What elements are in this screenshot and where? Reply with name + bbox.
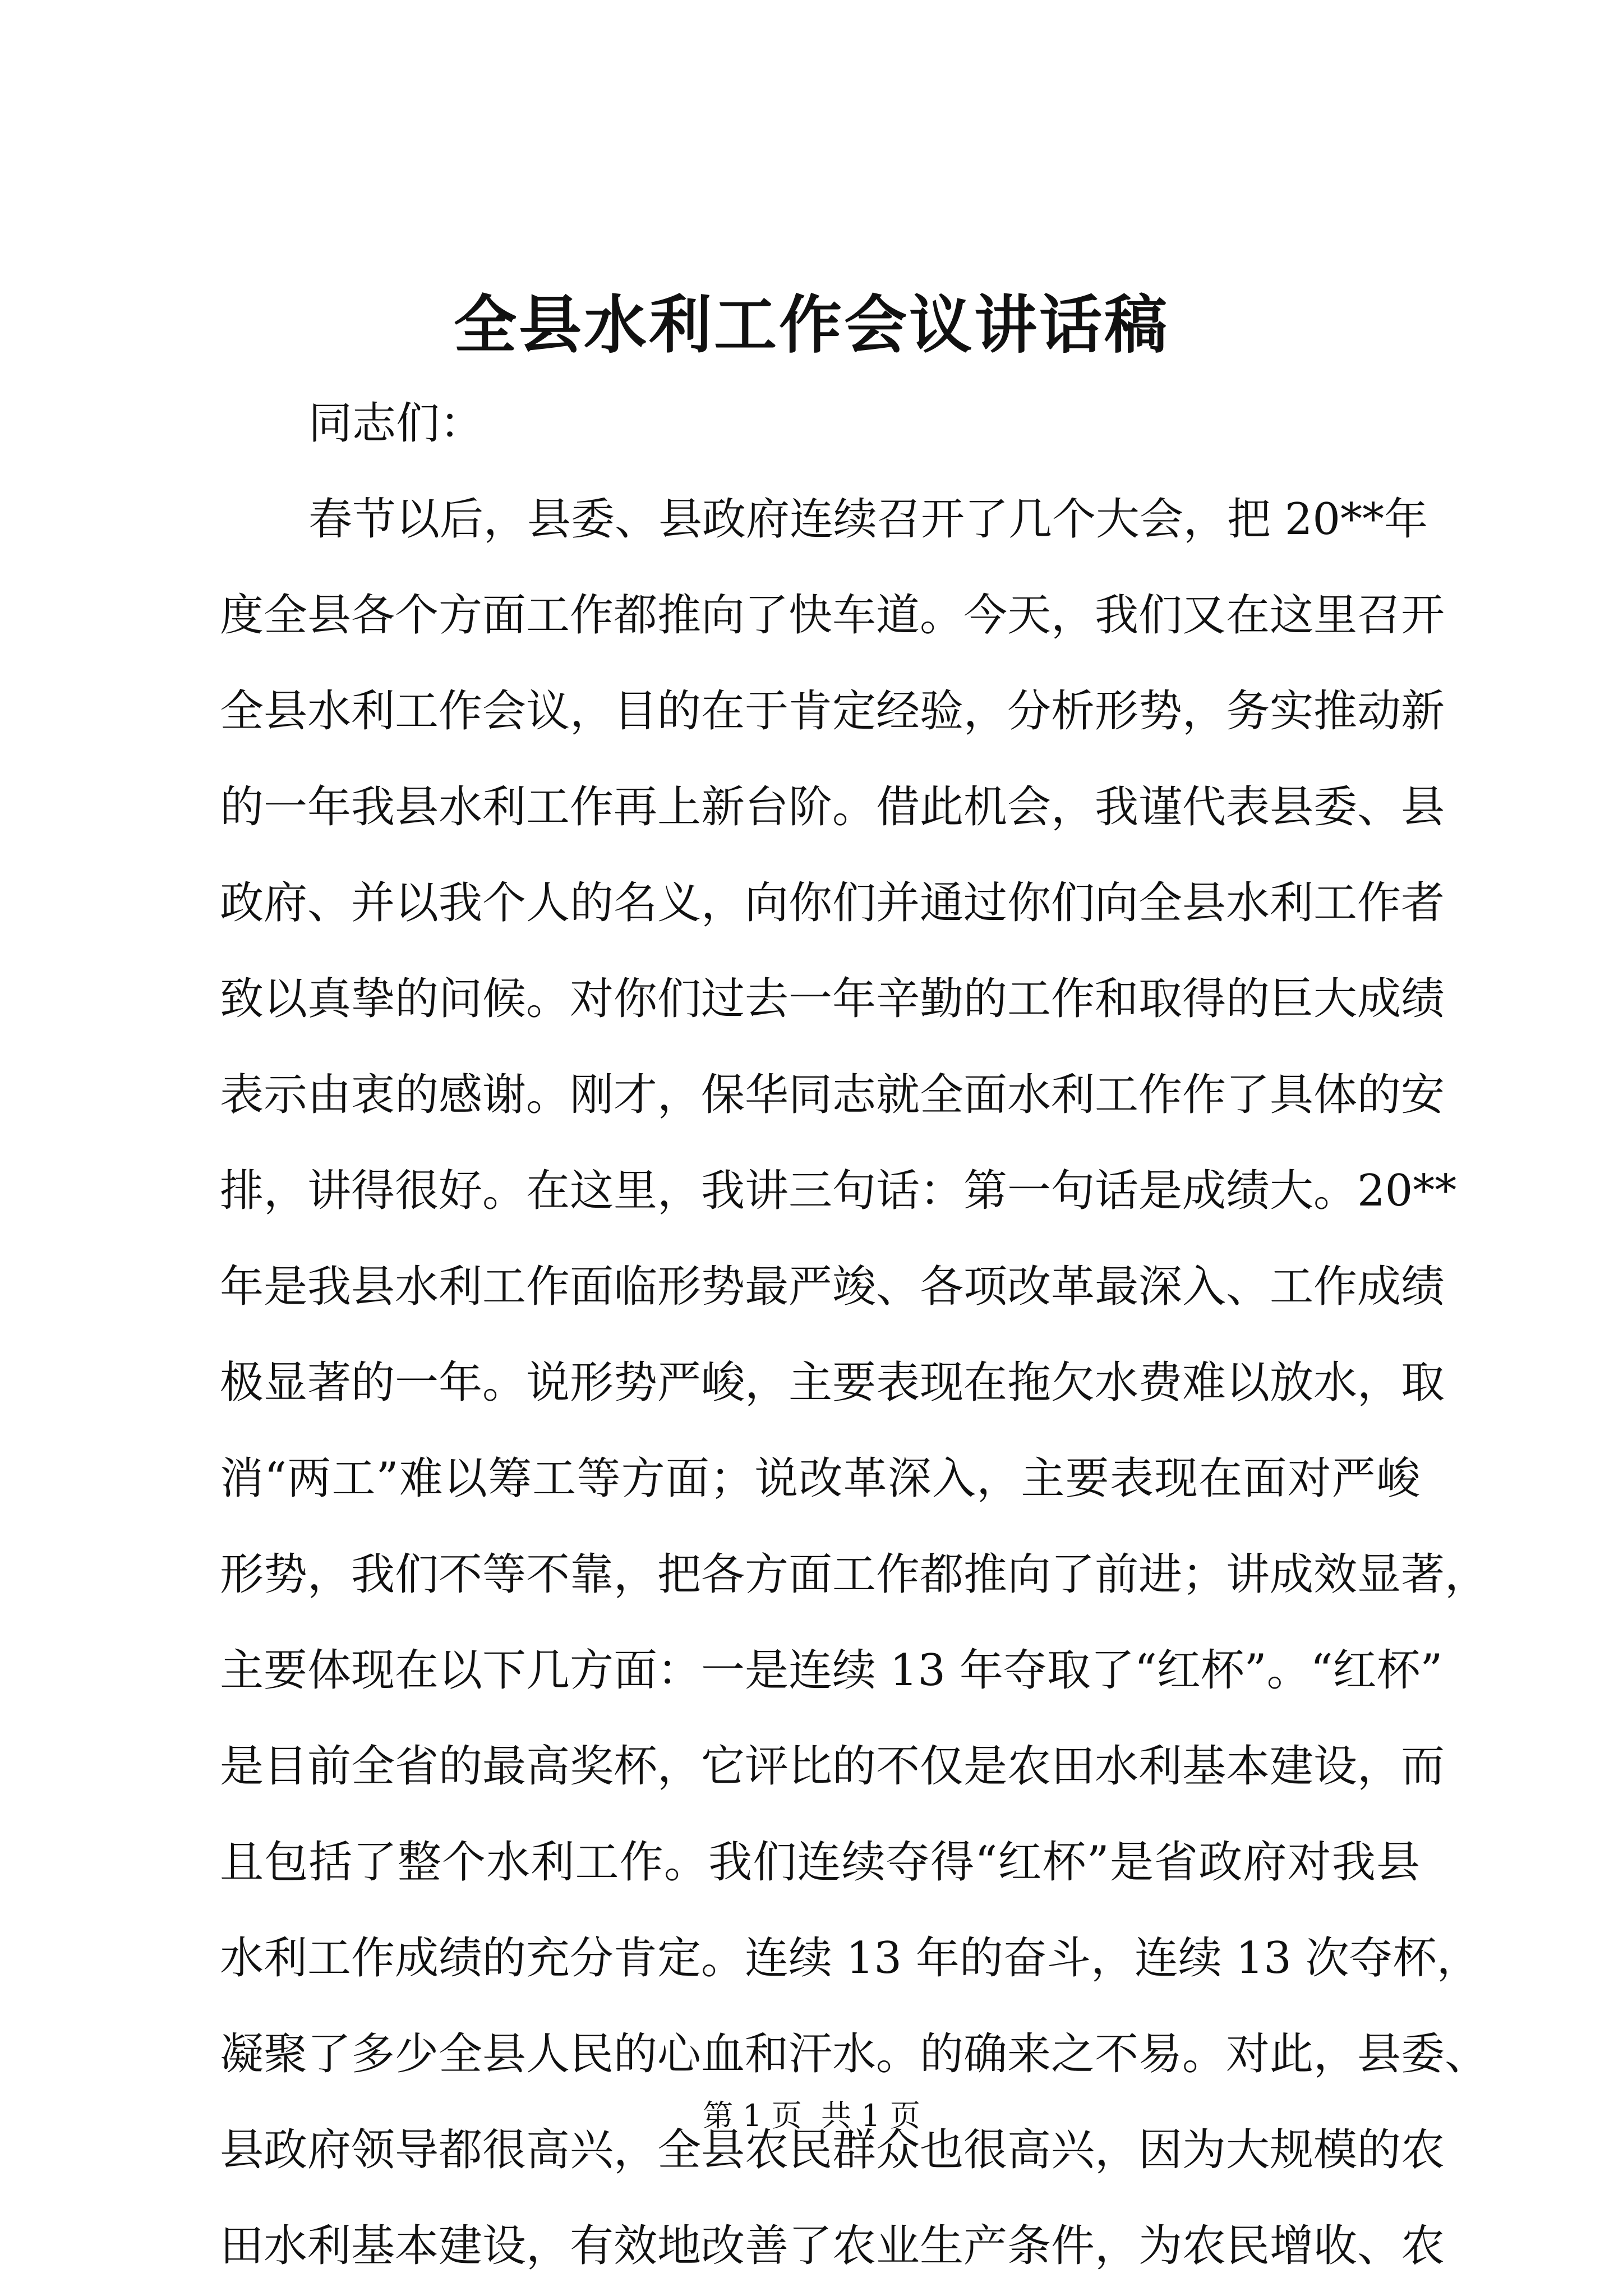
paragraph-line: 度全县各个方面工作都推向了快车道。今天，我们又在这里召开: [220, 590, 1445, 641]
paragraph-line: 排，讲得很好。在这里，我讲三句话：第一句话是成绩大。20**: [220, 1166, 1457, 1216]
document-title: 全县水利工作会议讲话稿: [454, 288, 1169, 362]
paragraph-line: 是目前全省的最高奖杯，它评比的不仅是农田水利基本建设，而: [220, 1741, 1445, 1792]
paragraph-line: 表示由衷的感谢。刚才，保华同志就全面水利工作作了具体的安: [220, 1070, 1445, 1120]
paragraph-line: 全县水利工作会议，目的在于肯定经验，分析形势，务实推动新: [220, 686, 1445, 737]
page-footer: 第 1 页 共 1 页: [703, 2098, 920, 2133]
paragraph-line: 田水利基本建设，有效地改善了农业生产条件，为农民增收、农: [220, 2221, 1445, 2271]
paragraph-line: 年是我县水利工作面临形势最严竣、各项改革最深入、工作成绩: [220, 1262, 1445, 1312]
paragraph-line: 的一年我县水利工作再上新台阶。借此机会，我谨代表县委、县: [220, 782, 1445, 832]
paragraph-line: 极显著的一年。说形势严峻，主要表现在拖欠水费难以放水，取: [220, 1358, 1445, 1408]
paragraph-line: 形势，我们不等不靠，把各方面工作都推向了前进；讲成效显著，: [220, 1549, 1489, 1600]
paragraph-line: 消“两工”难以筹工等方面；说改革深入，主要表现在面对严峻: [220, 1453, 1420, 1504]
paragraph-line: 且包括了整个水利工作。我们连续夺得“红杯”是省政府对我县: [220, 1837, 1420, 1888]
paragraph-line: 凝聚了多少全县人民的心血和汗水。的确来之不易。对此，县委、: [220, 2029, 1489, 2079]
paragraph-line: 政府、并以我个人的名义，向你们并通过你们向全县水利工作者: [220, 878, 1445, 928]
paragraph-line: 水利工作成绩的充分肯定。连续 13 年的奋斗，连续 13 次夺杯，: [220, 1933, 1481, 1984]
paragraph-line: 春节以后，县委、县政府连续召开了几个大会，把 20**年: [308, 494, 1428, 545]
salutation: 同志们：: [308, 398, 484, 449]
document-body: [220, 376, 1489, 2294]
paragraph-line: 主要体现在以下几方面：一是连续 13 年夺取了“红杯”。“红杯”: [220, 1645, 1443, 1696]
paragraph-line: 致以真挚的问候。对你们过去一年辛勤的工作和取得的巨大成绩: [220, 974, 1445, 1024]
paragraph-line: 县政府领导都很高兴，全县农民群众也很高兴，因为大规模的农: [220, 2125, 1445, 2175]
